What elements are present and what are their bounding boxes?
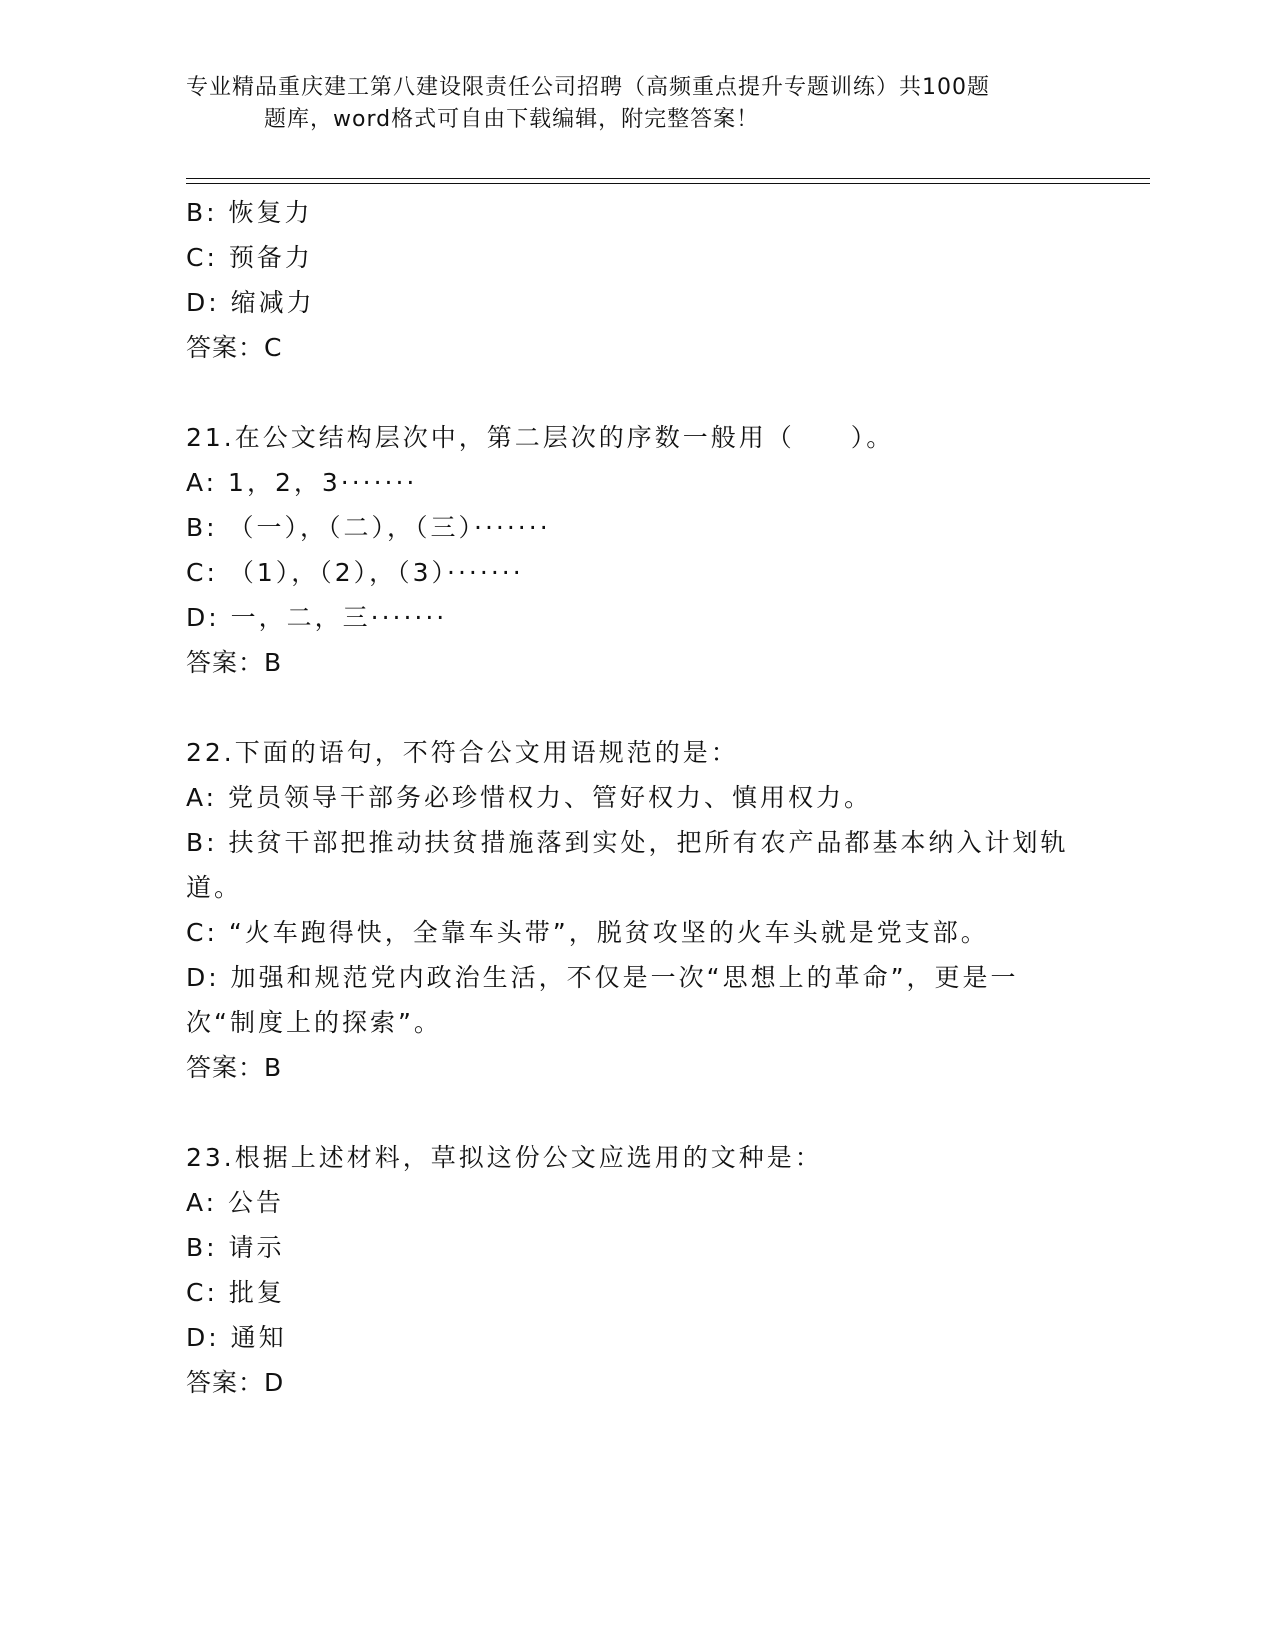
header-title-line-2: 题库，word格式可自由下载编辑，附完整答案！ xyxy=(264,107,760,132)
option-b: B: 恢复力 xyxy=(186,198,313,227)
option-c: C: 预备力 xyxy=(186,243,313,272)
option-d: D: 通知 xyxy=(186,1323,287,1352)
option-c: C: （1），（2），（3）······· xyxy=(186,558,524,587)
document-header xyxy=(186,72,1086,136)
answer-line: 答案：D xyxy=(186,1368,285,1397)
spacer xyxy=(186,685,1086,730)
answer-line: 答案：B xyxy=(186,1053,283,1082)
option-d: D: 缩减力 xyxy=(186,288,315,317)
option-c: C: “火车跑得快，全靠车头带”，脱贫攻坚的火车头就是党支部。 xyxy=(186,918,989,947)
question-text: 21.在公文结构层次中，第二层次的序数一般用（ ）。 xyxy=(186,423,895,452)
option-d: D: 加强和规范党内政治生活，不仅是一次“思想上的革命”，更是一次“制度上的探索”。 xyxy=(186,963,1019,1037)
question-text: 22.下面的语句，不符合公文用语规范的是： xyxy=(186,738,739,767)
question-23 xyxy=(186,1135,1086,1405)
question-text: 23.根据上述材料，草拟这份公文应选用的文种是： xyxy=(186,1143,823,1172)
spacer xyxy=(186,370,1086,415)
option-a: A: 党员领导干部务必珍惜权力、管好权力、慎用权力。 xyxy=(186,783,873,812)
option-b: B: （一），（二），（三）······· xyxy=(186,513,551,542)
question-content xyxy=(186,190,1086,1405)
answer-line: 答案：C xyxy=(186,333,283,362)
option-d: D: 一，二，三······· xyxy=(186,603,448,632)
spacer xyxy=(186,1090,1086,1135)
option-c: C: 批复 xyxy=(186,1278,285,1307)
option-a: A: 公告 xyxy=(186,1188,285,1217)
option-b: B: 请示 xyxy=(186,1233,285,1262)
answer-line: 答案：B xyxy=(186,648,283,677)
question-22 xyxy=(186,730,1086,1090)
option-a: A: 1，2，3······· xyxy=(186,468,418,497)
question-21 xyxy=(186,415,1086,685)
header-rule-top xyxy=(186,178,1150,179)
question-20-tail xyxy=(186,190,1086,370)
header-title-line-1: 专业精品重庆建工第八建设限责任公司招聘（高频重点提升专题训练）共100题 xyxy=(186,75,990,100)
header-rule-bottom xyxy=(186,183,1150,184)
option-b: B: 扶贫干部把推动扶贫措施落到实处，把所有农产品都基本纳入计划轨道。 xyxy=(186,828,1069,902)
